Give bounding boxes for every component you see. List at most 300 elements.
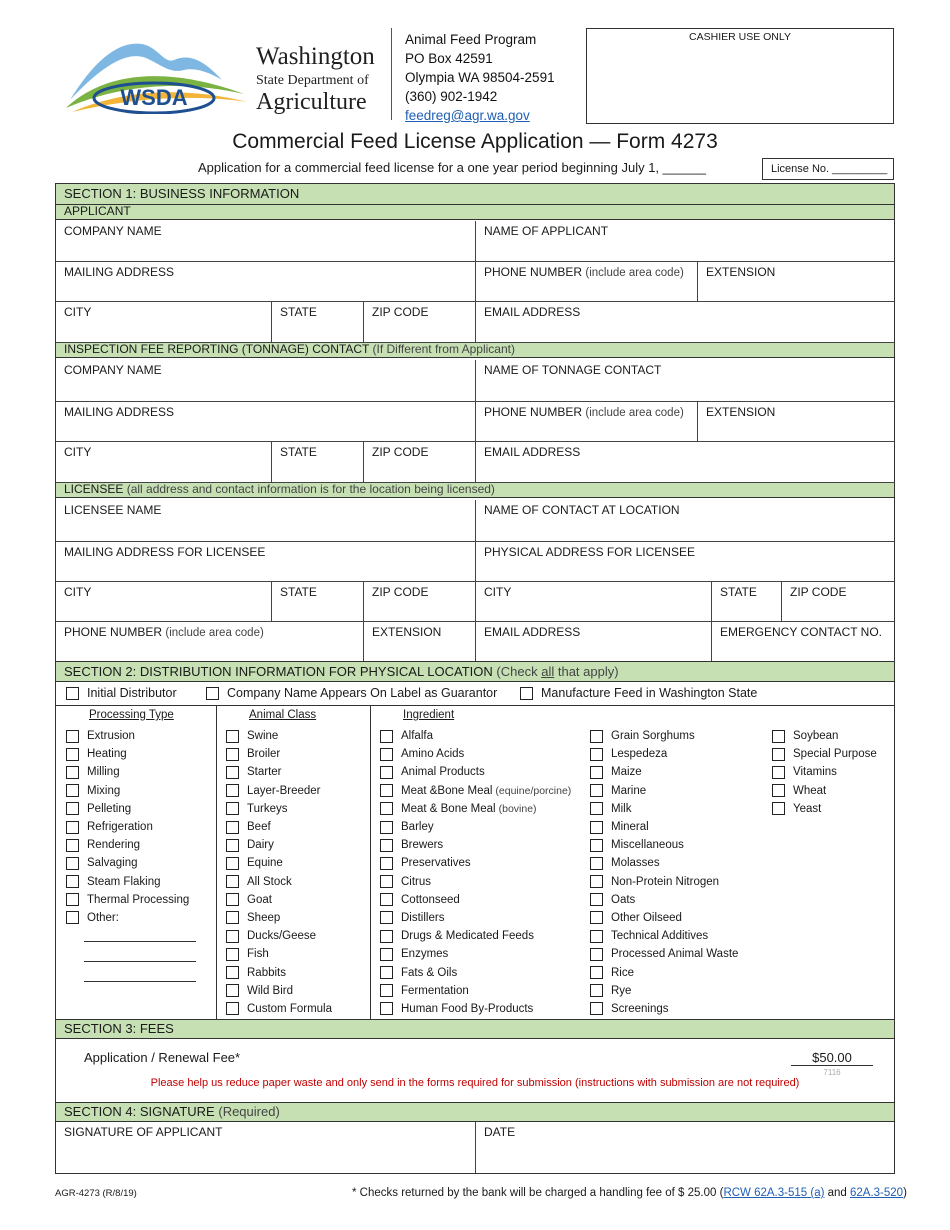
field-label: DATE (484, 1125, 516, 1139)
field-label: ZIP CODE (372, 445, 429, 459)
checkbox-option[interactable] (380, 873, 571, 891)
checkbox-option[interactable] (66, 873, 189, 891)
option-label: Yeast (793, 802, 822, 815)
checkbox-option[interactable] (66, 909, 189, 927)
option-label: Rye (611, 984, 632, 997)
checkbox-option[interactable] (590, 818, 738, 836)
checkbox[interactable] (590, 730, 603, 743)
checkbox[interactable] (226, 857, 239, 870)
field-hint: (include area code) (585, 267, 684, 279)
licensee-heading: LICENSEE (64, 482, 124, 496)
checkbox-option[interactable] (380, 854, 571, 872)
distributor-options-row (56, 682, 894, 706)
checkbox[interactable] (66, 748, 79, 761)
option-label: Salvaging (87, 857, 138, 870)
checkbox[interactable] (226, 966, 239, 979)
checkbox[interactable] (590, 1002, 603, 1015)
checkbox[interactable] (66, 857, 79, 870)
field-label: ZIP CODE (372, 585, 429, 599)
option-label: Maize (611, 766, 642, 779)
licensee-zip-field[interactable] (364, 582, 476, 622)
option-label: Turkeys (247, 802, 288, 815)
checkbox[interactable] (590, 948, 603, 961)
option-label: Enzymes (401, 948, 449, 961)
checkbox[interactable] (772, 784, 785, 797)
option-label: Custom Formula (247, 1002, 332, 1015)
checkbox-option[interactable] (772, 763, 877, 781)
checkbox-option[interactable] (590, 927, 738, 945)
checkbox-option[interactable] (226, 963, 332, 981)
checkbox[interactable] (226, 748, 239, 761)
rcw-link-515[interactable]: RCW 62A.3-515 (a) (723, 1187, 825, 1199)
option-label: Distillers (401, 911, 445, 924)
checkbox-option[interactable] (590, 727, 738, 745)
option-note: (equine/porcine) (495, 784, 572, 797)
checkbox[interactable] (590, 748, 603, 761)
field-label: PHONE NUMBER (484, 265, 583, 279)
checkbox-option[interactable] (226, 927, 332, 945)
checkbox-option[interactable] (590, 909, 738, 927)
field-label: EXTENSION (706, 405, 776, 419)
license-number-box[interactable]: License No. _________ (762, 158, 894, 180)
fee-code: 7116 (823, 1068, 841, 1077)
field-label: EXTENSION (706, 265, 776, 279)
option-label: Rabbits (247, 966, 286, 979)
option-label: All Stock (247, 875, 292, 888)
field-label: STATE (280, 445, 317, 459)
other-blank-line[interactable] (84, 961, 196, 962)
option-label: Vitamins (793, 766, 837, 779)
wsda-logo-graphic (62, 34, 252, 114)
checkbox[interactable] (590, 875, 603, 888)
applicant-email-field[interactable] (476, 302, 895, 343)
checkbox[interactable] (226, 875, 239, 888)
checkbox[interactable] (226, 821, 239, 834)
option-label: Company Name Appears On Label as Guarantor (227, 686, 498, 700)
checkbox[interactable] (380, 911, 393, 924)
checkbox[interactable] (380, 948, 393, 961)
animal-class-heading: Animal Class (249, 709, 317, 721)
field-label: LICENSEE NAME (64, 503, 162, 517)
checkbox-option[interactable] (772, 782, 877, 800)
option-label: Starter (247, 766, 282, 779)
processing-type-heading: Processing Type (89, 709, 174, 721)
checkbox[interactable] (590, 893, 603, 906)
option-label: Meat & Bone Meal (401, 802, 496, 815)
checkbox-option[interactable] (226, 982, 332, 1000)
checkbox-option[interactable] (380, 945, 571, 963)
field-label: STATE (720, 585, 757, 599)
field-label: CITY (64, 445, 92, 459)
option-label: Milling (87, 766, 120, 779)
animal-class-list (226, 727, 332, 1018)
checkbox-option[interactable] (772, 727, 877, 745)
checkbox-option[interactable] (226, 727, 332, 745)
applicant-header (56, 205, 894, 220)
checkbox-option[interactable] (226, 909, 332, 927)
option-label: Layer-Breeder (247, 784, 321, 797)
ingredient-list-3 (772, 727, 877, 818)
field-hint: (include area code) (165, 627, 264, 639)
tonnage-contact-name-field[interactable] (476, 360, 895, 402)
checkbox[interactable] (380, 748, 393, 761)
tonnage-phone-field[interactable] (476, 402, 698, 442)
tonnage-state-field[interactable] (272, 442, 364, 483)
processing-type-list (66, 727, 189, 927)
checkbox[interactable] (226, 802, 239, 815)
fee-label: Application / Renewal Fee* (84, 1050, 241, 1065)
logo-agriculture: Agriculture (256, 89, 367, 115)
checkbox-option[interactable] (380, 927, 571, 945)
checkbox[interactable] (66, 687, 79, 700)
checkbox-option[interactable] (380, 982, 571, 1000)
applicant-mailing-address-field[interactable] (56, 262, 476, 302)
option-label: Rice (611, 966, 635, 979)
checkbox-option[interactable] (226, 763, 332, 781)
checkbox-option[interactable] (380, 818, 571, 836)
option-label: Heating (87, 748, 127, 761)
checkbox[interactable] (590, 802, 603, 815)
checkbox-option[interactable] (226, 854, 332, 872)
checkbox-option[interactable] (590, 745, 738, 763)
checkbox[interactable] (206, 687, 219, 700)
checkbox[interactable] (590, 839, 603, 852)
tonnage-heading: INSPECTION FEE REPORTING (TONNAGE) CONTACT (64, 342, 370, 356)
checkbox[interactable] (380, 784, 393, 797)
option-label: Amino Acids (401, 748, 465, 761)
option-label: Swine (247, 730, 279, 743)
licensee-physical-state-field[interactable] (712, 582, 782, 622)
licensee-physical-city-field[interactable] (476, 582, 712, 622)
option-label: Lespedeza (611, 748, 668, 761)
section4-note: (Required) (218, 1104, 280, 1119)
header-divider (391, 28, 392, 120)
checkbox-option[interactable] (66, 891, 189, 909)
manufacture-wa-option[interactable] (520, 686, 757, 700)
checkbox[interactable] (380, 730, 393, 743)
field-label: EXTENSION (372, 625, 442, 639)
checkbox[interactable] (590, 984, 603, 997)
option-label: Rendering (87, 839, 141, 852)
checkbox[interactable] (772, 802, 785, 815)
checkbox-option[interactable] (380, 763, 571, 781)
checkbox-option[interactable] (66, 854, 189, 872)
option-label: Wheat (793, 784, 827, 797)
checkbox[interactable] (66, 911, 79, 924)
licensee-extension-field[interactable] (364, 622, 476, 662)
logo-dept: State Department of (256, 73, 369, 88)
checkbox[interactable] (66, 821, 79, 834)
checkbox-option[interactable] (590, 1000, 738, 1018)
licensee-state-field[interactable] (272, 582, 364, 622)
checkbox-option[interactable] (380, 909, 571, 927)
checkbox[interactable] (66, 766, 79, 779)
licensee-email-field[interactable] (476, 622, 712, 662)
checkbox[interactable] (66, 875, 79, 888)
checkbox[interactable] (380, 857, 393, 870)
checkbox[interactable] (380, 984, 393, 997)
footer-and: and (824, 1187, 850, 1199)
option-label: Barley (401, 821, 434, 834)
checkbox-option[interactable] (226, 873, 332, 891)
checkbox[interactable] (226, 893, 239, 906)
checkbox-option[interactable] (66, 818, 189, 836)
field-label: NAME OF TONNAGE CONTACT (484, 363, 662, 377)
applicant-phone-field[interactable] (476, 262, 698, 302)
ingredient-column (371, 706, 895, 1019)
checkbox-option[interactable] (590, 945, 738, 963)
option-label: Initial Distributor (87, 686, 177, 700)
field-label: CITY (484, 585, 512, 599)
checkbox[interactable] (772, 730, 785, 743)
checkbox-option[interactable] (66, 727, 189, 745)
checkbox-option[interactable] (380, 745, 571, 763)
checkbox[interactable] (590, 821, 603, 834)
checkbox-option[interactable] (380, 963, 571, 981)
po-box: PO Box 42591 (405, 51, 493, 66)
option-label: Meat &Bone Meal (401, 784, 493, 797)
field-label: EMAIL ADDRESS (484, 445, 581, 459)
option-label: Fish (247, 948, 269, 961)
field-label: MAILING ADDRESS (64, 405, 175, 419)
form-title: Commercial Feed License Application — Form 4273 (232, 130, 718, 153)
checkbox[interactable] (226, 1002, 239, 1015)
option-label: Marine (611, 784, 647, 797)
checkbox[interactable] (380, 893, 393, 906)
checkbox[interactable] (66, 893, 79, 906)
other-blank-line[interactable] (84, 941, 196, 942)
checkbox[interactable] (66, 784, 79, 797)
checkbox-option[interactable] (590, 891, 738, 909)
handling-fee-note (352, 1187, 907, 1199)
section2-title: SECTION 2: DISTRIBUTION INFORMATION FOR PHYSICAL LOCATION (64, 664, 493, 679)
licensee-physical-address-field[interactable] (476, 542, 895, 582)
checkbox[interactable] (66, 802, 79, 815)
checkbox-option[interactable] (380, 891, 571, 909)
checkbox[interactable] (590, 857, 603, 870)
logo-washington: Washington (256, 43, 375, 70)
initial-distributor-option[interactable] (66, 686, 177, 700)
checkbox[interactable] (380, 875, 393, 888)
applicant-zip-field[interactable] (364, 302, 476, 343)
field-label: NAME OF CONTACT AT LOCATION (484, 503, 680, 517)
checkbox[interactable] (520, 687, 533, 700)
field-label: EMAIL ADDRESS (484, 305, 581, 319)
field-label: SIGNATURE OF APPLICANT (64, 1125, 223, 1139)
checkbox-option[interactable] (226, 782, 332, 800)
licensee-name-field[interactable] (56, 500, 476, 542)
tonnage-email-field[interactable] (476, 442, 895, 483)
licensee-city-field[interactable] (56, 582, 272, 622)
signature-field[interactable] (56, 1122, 476, 1173)
option-label: Ducks/Geese (247, 930, 317, 943)
other-blank-line[interactable] (84, 981, 196, 982)
licensee-emergency-contact-field[interactable] (712, 622, 895, 662)
checkbox-option[interactable] (226, 836, 332, 854)
option-label: Animal Products (401, 766, 485, 779)
checkbox[interactable] (380, 821, 393, 834)
option-label: Milk (611, 802, 632, 815)
checkbox[interactable] (66, 839, 79, 852)
field-label: MAILING ADDRESS FOR LICENSEE (64, 545, 266, 559)
licensee-contact-field[interactable] (476, 500, 895, 542)
option-label: Technical Additives (611, 930, 709, 943)
field-label: PHONE NUMBER (484, 405, 583, 419)
field-label: CITY (64, 305, 92, 319)
checkbox-option[interactable] (226, 745, 332, 763)
checkbox[interactable] (380, 930, 393, 943)
option-label: Other Oilseed (611, 911, 682, 924)
tonnage-zip-field[interactable] (364, 442, 476, 483)
checkbox-option[interactable] (66, 800, 189, 818)
field-label: PHYSICAL ADDRESS FOR LICENSEE (484, 545, 695, 559)
checkbox-option[interactable] (590, 836, 738, 854)
option-label: Goat (247, 893, 272, 906)
rcw-link-520[interactable]: 62A.3-520 (850, 1187, 904, 1199)
option-label: Sheep (247, 911, 281, 924)
checkbox[interactable] (590, 911, 603, 924)
field-label: CITY (64, 585, 92, 599)
option-label: Fats & Oils (401, 966, 458, 979)
checkbox[interactable] (226, 839, 239, 852)
option-label: Fermentation (401, 984, 469, 997)
checkbox[interactable] (380, 839, 393, 852)
applicant-state-field[interactable] (272, 302, 364, 343)
checkbox-option[interactable] (226, 818, 332, 836)
checkbox-option[interactable] (590, 963, 738, 981)
ingredient-heading: Ingredient (403, 709, 455, 721)
checkbox[interactable] (226, 984, 239, 997)
checkbox[interactable] (590, 930, 603, 943)
option-label: Preservatives (401, 857, 471, 870)
option-label: Processed Animal Waste (611, 948, 739, 961)
checkbox[interactable] (380, 966, 393, 979)
checkbox[interactable] (772, 748, 785, 761)
tonnage-city-field[interactable] (56, 442, 272, 483)
option-label: Refrigeration (87, 821, 153, 834)
field-label: COMPANY NAME (64, 363, 162, 377)
licensee-phone-field[interactable] (56, 622, 364, 662)
tonnage-company-name-field[interactable] (56, 360, 476, 402)
option-label: Other: (87, 911, 119, 924)
checkbox-option[interactable] (590, 854, 738, 872)
option-label: Screenings (611, 1002, 669, 1015)
wsda-logo-mark: WSDA (120, 85, 188, 110)
checkbox-option[interactable] (226, 800, 332, 818)
wsda-logo (62, 34, 382, 114)
checkbox-option[interactable] (66, 745, 189, 763)
checkbox-option[interactable] (590, 763, 738, 781)
checkbox-option[interactable] (380, 800, 571, 818)
checkbox-option[interactable] (380, 727, 571, 745)
date-field[interactable] (476, 1122, 895, 1173)
checkbox[interactable] (590, 966, 603, 979)
checkbox-option[interactable] (380, 1000, 571, 1018)
checkbox[interactable] (66, 730, 79, 743)
checkbox-option[interactable] (66, 836, 189, 854)
checkbox-option[interactable] (66, 782, 189, 800)
fees-area (56, 1039, 894, 1103)
checkbox[interactable] (226, 948, 239, 961)
checkbox-option[interactable] (590, 800, 738, 818)
ingredient-list-1 (380, 727, 571, 1018)
checkbox-option[interactable] (772, 745, 877, 763)
option-label: Pelleting (87, 802, 132, 815)
checkbox[interactable] (226, 766, 239, 779)
field-hint: (include area code) (585, 407, 684, 419)
checkbox[interactable] (226, 911, 239, 924)
applicant-extension-field[interactable] (698, 262, 895, 302)
applicant-city-field[interactable] (56, 302, 272, 343)
checkbox[interactable] (380, 802, 393, 815)
guarantor-option[interactable] (206, 686, 497, 700)
option-label: Soybean (793, 730, 839, 743)
checkbox[interactable] (380, 766, 393, 779)
paper-waste-notice: Please help us reduce paper waste and only send in the forms required for submission (instructions with submission are not required) (150, 1077, 800, 1089)
checkbox-option[interactable] (772, 800, 877, 818)
section4-title: SECTION 4: SIGNATURE (64, 1104, 215, 1119)
checkbox[interactable] (226, 784, 239, 797)
licensee-mailing-address-field[interactable] (56, 542, 476, 582)
checkbox[interactable] (226, 730, 239, 743)
cashier-use-label: CASHIER USE ONLY (689, 31, 791, 43)
option-label: Special Purpose (793, 748, 877, 761)
checkbox-option[interactable] (226, 945, 332, 963)
checkbox-option[interactable] (590, 982, 738, 1000)
checkbox-option[interactable] (66, 763, 189, 781)
licensee-heading-note: (all address and contact information is for the location being licensed) (126, 482, 495, 496)
checkbox[interactable] (226, 930, 239, 943)
checkbox[interactable] (772, 766, 785, 779)
processing-type-column (56, 706, 217, 1019)
program-email-link[interactable]: feedreg@agr.wa.gov (405, 108, 530, 123)
ingredient-list-2 (590, 727, 738, 1018)
checkbox[interactable] (380, 1002, 393, 1015)
option-label: Citrus (401, 875, 432, 888)
field-label: EMAIL ADDRESS (484, 625, 581, 639)
applicant-company-name-field[interactable] (56, 221, 476, 262)
option-note: (bovine) (498, 802, 537, 815)
option-label: Non-Protein Nitrogen (611, 875, 720, 888)
footer-close: ) (903, 1187, 907, 1199)
checkbox[interactable] (590, 784, 603, 797)
program-address (405, 30, 555, 125)
checkbox-option[interactable] (226, 891, 332, 909)
section4-header (56, 1102, 894, 1122)
option-label: Cottonseed (401, 893, 460, 906)
program-phone: (360) 902-1942 (405, 89, 498, 104)
applicant-name-field[interactable] (476, 221, 895, 262)
option-label: Manufacture Feed in Washington State (541, 686, 758, 700)
checkbox-option[interactable] (590, 873, 738, 891)
option-label: Dairy (247, 839, 274, 852)
checkbox-option[interactable] (226, 1000, 332, 1018)
checkbox-option[interactable] (590, 782, 738, 800)
checkbox[interactable] (590, 766, 603, 779)
option-label: Drugs & Medicated Feeds (401, 930, 534, 943)
option-label: Brewers (401, 839, 444, 852)
option-label: Alfalfa (401, 730, 433, 743)
option-label: Mineral (611, 821, 649, 834)
tonnage-extension-field[interactable] (698, 402, 895, 442)
checkbox-option[interactable] (380, 782, 571, 800)
licensee-physical-zip-field[interactable] (782, 582, 895, 622)
tonnage-mailing-address-field[interactable] (56, 402, 476, 442)
field-label: COMPANY NAME (64, 224, 162, 238)
option-label: Thermal Processing (87, 893, 190, 906)
checkbox-option[interactable] (380, 836, 571, 854)
field-label: NAME OF APPLICANT (484, 224, 609, 238)
